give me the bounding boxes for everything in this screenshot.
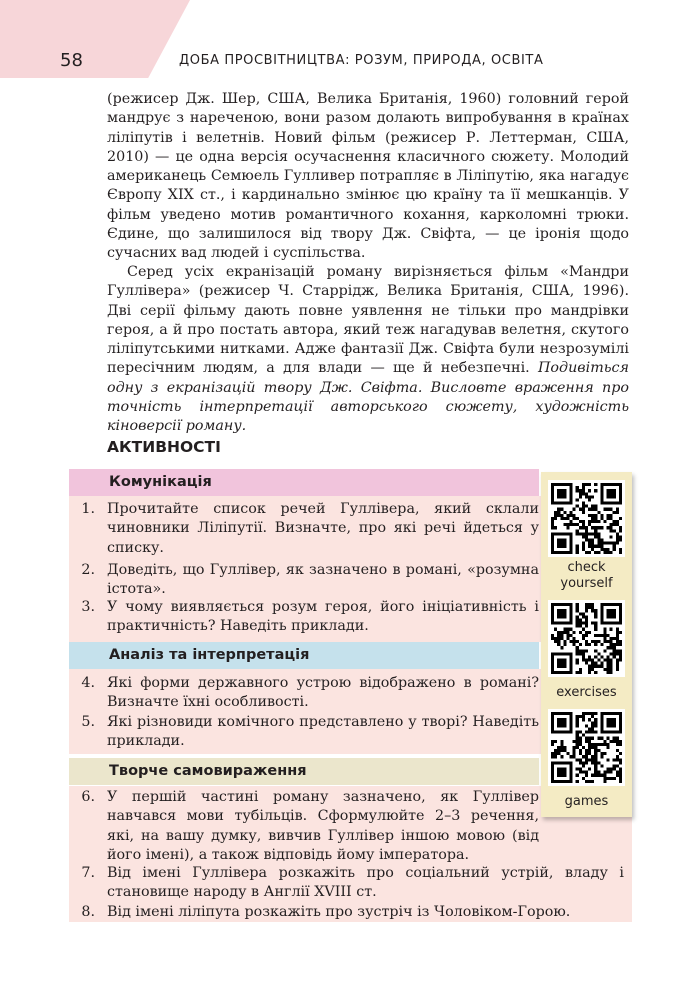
list-item	[69, 903, 624, 922]
list-item	[69, 713, 539, 752]
item-text: Які форми державного устрою відображено в романі? Визначте їхні особливості.	[107, 675, 539, 711]
item-text: У чому виявляється розум героя, його ініціативність і практичність? Наведіть приклади.	[107, 599, 539, 635]
qr-label-games: games	[564, 794, 609, 809]
section-header-analysis: Аналіз та інтерпретація	[69, 642, 539, 669]
qr-code-icon[interactable]	[548, 709, 625, 786]
item-text: Від імені Гуллівера розкажіть про соціальний устрій, владу і становище народу в Англії XVIII ст.	[107, 865, 624, 901]
paragraph-1	[107, 90, 629, 264]
item-number: 2.	[81, 562, 95, 578]
item-number: 8.	[81, 904, 95, 920]
item-text: Від імені ліліпута розкажіть про зустріч із Чоловіком-Горою.	[107, 904, 571, 920]
item-number: 3.	[81, 599, 95, 615]
paragraph-1-text: (режисер Дж. Шер, США, Велика Британія, 1960) головний герой мандрує з нареченою, вони разом долають випробування в країнах ліліпутів і велетнів. Новий фільм (режисер Р. Леттерман, США, 2010) — це одна версія осучаснення класичного сюжету. Молодий американець Семюель Гулливер потрапляє в Ліліпутію, яка нагадує Європу XIX ст., і кардинально змінює цю країну та її мешканців. У фільм уведено мотив романтичного кохання, карколомні трюки. Єдине, що залишилося від твору Дж. Свіфта, — це іронія щодо сучасних вад людей і суспільства.	[107, 91, 629, 262]
list-item	[69, 674, 539, 713]
page-number: 58	[60, 50, 83, 71]
activities-title: АКТИВНОСТІ	[107, 438, 221, 456]
item-text: Доведіть, що Гуллівер, як зазначено в романі, «розумна істота».	[107, 562, 539, 598]
section-header-creative: Творче самовираження	[69, 758, 539, 785]
item-text: У першій частині роману зазначено, як Гуллівер навчався мови тубільців. Сформулюйте 2–3 речення, які, на вашу думку, вивчив Гуллівер іншою мовою (від його імені), а також відповідь йому імператора.	[107, 789, 539, 863]
list-item	[69, 561, 539, 600]
item-number: 7.	[81, 865, 95, 881]
qr-code-icon[interactable]	[548, 480, 625, 557]
item-number: 1.	[81, 501, 95, 517]
qr-label-check-yourself: check yourself	[560, 560, 613, 591]
paragraph-2-text: Серед усіх екранізацій роману вирізняється фільм «Мандри Гуллівера» (режисер Ч. Старрідж, Велика Британія, США, 1996). Дві серії фільму дають повне уявлення не тільки про мандрівки героя, а й про постать автора, який теж нагадував велетня, скутого ліліпутськими нитками. Адже фантазії Дж. Свіфта були незрозумілі пересічним людям, а для влади — ще й небезпечні.	[107, 264, 629, 377]
running-head: ДОБА ПРОСВІТНИЦТВА: РОЗУМ, ПРИРОДА, ОСВІТА	[179, 53, 544, 68]
item-number: 5.	[81, 714, 95, 730]
item-number: 4.	[81, 675, 95, 691]
paragraph-2-task: Подивіться одну з екранізацій твору Дж. Свіфта. Висловте враження про точність інтерпретації авторського сюжету, художність кіноверсії роману.	[107, 360, 630, 435]
item-text: Які різновиди комічного представлено у творі? Наведіть приклади.	[107, 714, 539, 750]
paragraph-2	[107, 263, 629, 437]
list-item	[69, 598, 539, 637]
qr-label-exercises: exercises	[556, 685, 617, 700]
qr-code-icon[interactable]	[548, 600, 625, 677]
list-item	[69, 864, 624, 903]
list-item	[69, 788, 539, 865]
item-text: Прочитайте список речей Гуллівера, який склали чиновники Ліліпутії. Визначте, про які речі йдеться у списку.	[107, 501, 539, 556]
section-header-communication: Комунікація	[69, 469, 539, 496]
list-item	[69, 500, 539, 558]
qr-panel	[541, 472, 632, 817]
item-number: 6.	[81, 789, 95, 805]
header-corner-decoration	[0, 0, 190, 78]
